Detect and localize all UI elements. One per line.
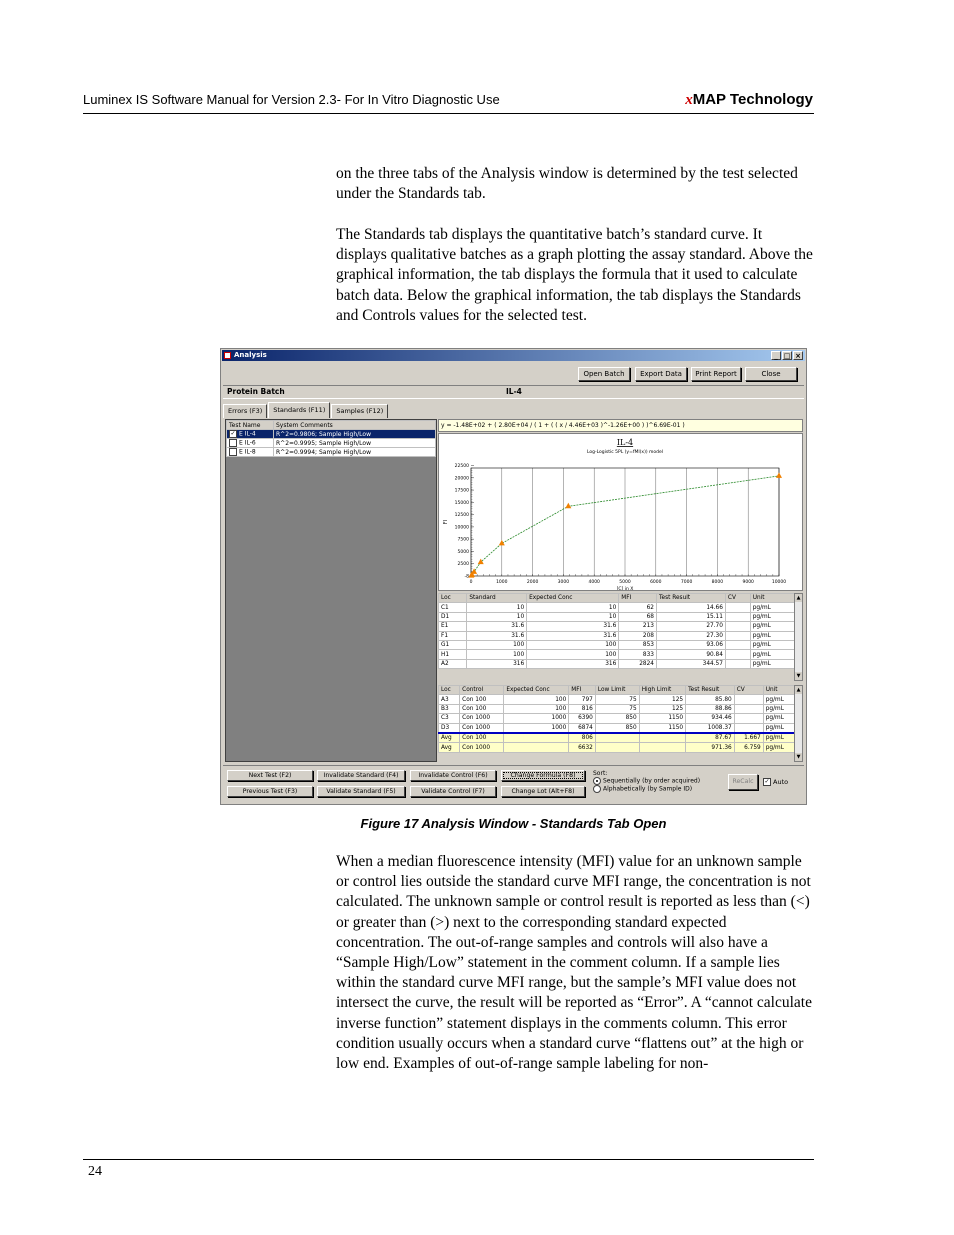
table-cell: 100	[467, 650, 527, 659]
controls-col-header[interactable]: Low Limit	[595, 686, 639, 695]
table-cell	[725, 640, 750, 649]
table-cell: B3	[439, 704, 460, 713]
test-list-pane	[225, 419, 437, 762]
brand-text: MAP Technology	[692, 91, 813, 108]
x-tick-label: 2000	[526, 580, 539, 585]
table-row[interactable]	[439, 695, 795, 704]
auto-checkbox[interactable]: ✓ Auto	[764, 778, 789, 786]
tab-samples[interactable]: Samples (F12)	[331, 404, 388, 418]
table-row[interactable]	[439, 723, 795, 733]
x-tick-label: 0	[469, 580, 473, 585]
table-row[interactable]	[439, 640, 795, 649]
table-cell: 100	[527, 650, 619, 659]
table-cell: D1	[439, 612, 467, 621]
scroll-up-icon[interactable]: ▲	[796, 595, 801, 601]
y-tick-label: 12500	[454, 513, 469, 519]
table-row[interactable]: ✓ E IL-4 R^2=0.9806; Sample High/Low	[227, 430, 436, 439]
controls-col-header[interactable]: Unit	[763, 686, 794, 695]
table-cell: 316	[527, 659, 619, 668]
x-tick-label: 8000	[711, 580, 724, 585]
table-row[interactable]	[439, 743, 795, 752]
table-cell: 316	[467, 659, 527, 668]
table-cell: 75	[595, 695, 639, 704]
table-cell: 125	[639, 695, 685, 704]
table-cell: 2824	[619, 659, 657, 668]
bottom-toolbar	[223, 765, 804, 803]
table-cell: E1	[439, 622, 467, 631]
table-cell: 1000	[504, 723, 569, 733]
table-cell: D3	[439, 723, 460, 733]
table-cell: 75	[595, 704, 639, 713]
table-cell	[725, 622, 750, 631]
table-cell: Con 1000	[460, 714, 504, 723]
y-tick-label: 17500	[454, 488, 469, 494]
table-cell: pg/mL	[750, 659, 794, 668]
toolbar	[223, 364, 804, 386]
invalidate-standard-button[interactable]: Invalidate Standard (F4)	[317, 770, 405, 781]
table-cell: 816	[569, 704, 596, 713]
table-cell: 850	[595, 723, 639, 733]
table-cell: 125	[639, 704, 685, 713]
table-row[interactable]	[439, 714, 795, 723]
next-test-button[interactable]: Next Test (F2)	[227, 770, 313, 781]
standards-col-header[interactable]: MFI	[619, 594, 657, 603]
radio-icon[interactable]	[593, 785, 601, 793]
x-tick-label: 5000	[619, 580, 631, 585]
controls-col-header[interactable]: MFI	[569, 686, 596, 695]
table-cell: 806	[569, 733, 596, 743]
y-tick-label: 10000	[454, 525, 469, 531]
standards-col-header[interactable]: Loc	[439, 594, 467, 603]
app-icon	[224, 352, 231, 359]
table-cell: 850	[595, 714, 639, 723]
chart-svg	[439, 434, 802, 590]
table-cell	[504, 733, 569, 743]
test-table	[226, 420, 436, 457]
controls-col-header[interactable]: Control	[460, 686, 504, 695]
table-cell: 93.06	[656, 640, 725, 649]
table-cell: 6874	[569, 723, 596, 733]
table-cell: pg/mL	[750, 622, 794, 631]
checkbox-checked-icon[interactable]: ✓	[230, 430, 236, 437]
minimize-icon[interactable]: _	[771, 351, 781, 360]
standards-col-header[interactable]: CV	[725, 594, 750, 603]
table-cell: 1150	[639, 723, 685, 733]
table-cell: pg/mL	[750, 612, 794, 621]
controls-col-header[interactable]: Test Result	[686, 686, 735, 695]
table-cell	[734, 714, 763, 723]
table-cell	[734, 704, 763, 713]
standards-col-header[interactable]: Standard	[467, 594, 527, 603]
chart-subtitle: Log-Logistic 5PL (y=fMI(x)) model	[586, 450, 664, 455]
table-cell: 100	[467, 640, 527, 649]
table-cell: 1008.37	[686, 723, 735, 733]
table-cell	[725, 650, 750, 659]
table-cell	[734, 695, 763, 704]
sort-group	[593, 770, 723, 800]
standards-col-header[interactable]: Test Result	[656, 594, 725, 603]
table-cell: 797	[569, 695, 596, 704]
controls-col-header[interactable]: Expected Conc	[504, 686, 569, 695]
radio-selected-icon[interactable]	[593, 777, 601, 785]
standard-curve-chart	[438, 433, 803, 591]
table-cell: 10	[467, 603, 527, 612]
checkbox-checked-icon[interactable]: ✓	[764, 778, 770, 785]
export-data-button[interactable]: Export Data	[635, 367, 687, 381]
window-titlebar	[222, 350, 805, 361]
table-cell	[504, 743, 569, 752]
table-cell: 344.57	[656, 659, 725, 668]
table-cell	[725, 659, 750, 668]
footer-rule	[83, 1159, 814, 1160]
table-cell: Con 1000	[460, 743, 504, 752]
table-cell: Avg	[439, 733, 460, 743]
standards-scrollbar[interactable]	[794, 593, 803, 681]
table-cell: Con 100	[460, 695, 504, 704]
x-axis-label: [C] in X	[616, 587, 634, 590]
table-cell: 100	[527, 640, 619, 649]
scroll-down-icon[interactable]: ▼	[796, 673, 801, 679]
controls-col-header[interactable]: CV	[734, 686, 763, 695]
table-cell	[734, 723, 763, 733]
standards-col-header[interactable]: Expected Conc	[527, 594, 619, 603]
table-cell: pg/mL	[763, 743, 794, 752]
previous-test-button[interactable]: Previous Test (F3)	[227, 786, 313, 797]
table-cell: pg/mL	[763, 704, 794, 713]
table-row[interactable]	[439, 603, 795, 612]
table-cell: 68	[619, 612, 657, 621]
table-cell: 62	[619, 603, 657, 612]
table-cell: Con 100	[460, 733, 504, 743]
table-cell: 88.86	[686, 704, 735, 713]
table-cell: 10	[527, 603, 619, 612]
validate-control-button[interactable]: Validate Control (F7)	[410, 786, 496, 797]
table-cell	[725, 603, 750, 612]
open-batch-button[interactable]: Open Batch	[578, 367, 630, 381]
table-cell: 1000	[504, 714, 569, 723]
formula-bar: y = -1.48E+02 + ( 2.80E+04 / ( 1 + ( ( x / 4.46E+03 )^-1.26E+00 ) )^6.69E-01 )	[438, 419, 803, 432]
table-cell: 31.6	[467, 622, 527, 631]
change-lot-button[interactable]: Change Lot (Alt+F8)	[501, 786, 585, 797]
table-row[interactable]: E IL-8 R^2=0.9994; Sample High/Low	[227, 448, 436, 457]
y-axis-label: FI	[443, 519, 449, 525]
header-rule	[83, 113, 814, 114]
batch-label: Protein Batch	[227, 387, 285, 396]
table-row[interactable]	[439, 659, 795, 668]
table-cell: 934.46	[686, 714, 735, 723]
table-cell: 213	[619, 622, 657, 631]
paragraph-2: The Standards tab displays the quantitative batch’s standard curve. It displays qualitative batches as a graph plotting the assay standard. Above the graphical information, the tab displays the formula that it used to calculate batch data. Below the graphical information, the tab displays the Standards and Controls values for the selected test.	[336, 226, 813, 324]
table-row[interactable]	[439, 704, 795, 713]
sort-sequential-option[interactable]: Sequentially (by order acquired)	[593, 777, 723, 785]
table-cell: 853	[619, 640, 657, 649]
y-tick-label: 5000	[457, 549, 469, 555]
controls-table	[438, 685, 795, 753]
invalidate-control-button[interactable]: Invalidate Control (F6)	[410, 770, 496, 781]
controls-scrollbar[interactable]	[794, 685, 803, 762]
table-cell: F1	[439, 631, 467, 640]
tab-standards[interactable]: Standards (F11)	[268, 402, 330, 418]
brand-x: x	[685, 92, 693, 108]
y-tick-label: 7500	[457, 537, 469, 543]
scroll-down-icon[interactable]: ▼	[796, 754, 801, 760]
y-tick-label: 2500	[457, 562, 469, 568]
table-cell: pg/mL	[763, 695, 794, 704]
table-row[interactable]	[439, 612, 795, 621]
table-cell: A2	[439, 659, 467, 668]
x-tick-label: 1000	[496, 580, 508, 585]
table-row[interactable]	[439, 650, 795, 659]
col-test-name: Test Name	[227, 421, 274, 430]
table-cell: 10	[467, 612, 527, 621]
test-label: IL-4	[506, 387, 522, 396]
table-cell: pg/mL	[763, 714, 794, 723]
table-cell: 971.36	[686, 743, 735, 752]
x-tick-label: 7000	[680, 580, 693, 585]
table-cell	[725, 631, 750, 640]
table-cell: pg/mL	[763, 733, 794, 743]
y-tick-label: 22500	[454, 464, 469, 470]
table-cell: 100	[504, 704, 569, 713]
y-tick-label: 15000	[454, 500, 469, 506]
table-cell: 208	[619, 631, 657, 640]
x-tick-label: 4000	[588, 580, 600, 585]
controls-col-header[interactable]: Loc	[439, 686, 460, 695]
table-cell: 10	[527, 612, 619, 621]
table-cell: A3	[439, 695, 460, 704]
table-cell: 31.6	[467, 631, 527, 640]
table-cell: 14.66	[656, 603, 725, 612]
table-cell: H1	[439, 650, 467, 659]
x-tick-label: 10000	[771, 580, 787, 585]
table-cell: pg/mL	[750, 640, 794, 649]
table-cell: 6390	[569, 714, 596, 723]
table-cell: 100	[504, 695, 569, 704]
brand-header	[685, 91, 813, 109]
paragraph-1: on the three tabs of the Analysis window is determined by the test selected under the Standards tab.	[336, 165, 798, 203]
table-cell: 31.6	[527, 622, 619, 631]
figure-caption: Figure 17 Analysis Window - Standards Tab Open	[360, 816, 667, 831]
table-row[interactable]	[439, 622, 795, 631]
checkbox-icon[interactable]	[229, 448, 237, 456]
col-system-comments: System Comments	[274, 421, 436, 430]
close-icon[interactable]: ×	[793, 351, 803, 360]
table-cell: Con 1000	[460, 723, 504, 733]
table-cell: pg/mL	[763, 723, 794, 733]
table-cell: G1	[439, 640, 467, 649]
batch-info-row	[223, 385, 804, 399]
close-button[interactable]: Close	[745, 367, 797, 381]
table-cell: 85.80	[686, 695, 735, 704]
table-row[interactable]	[439, 733, 795, 743]
sort-label: Sort:	[593, 770, 608, 777]
table-cell	[639, 743, 685, 752]
controls-col-header[interactable]: High Limit	[639, 686, 685, 695]
table-cell: 1150	[639, 714, 685, 723]
x-tick-label: 3000	[557, 580, 570, 585]
table-cell: 27.70	[656, 622, 725, 631]
window-title: Analysis	[234, 351, 267, 359]
sort-alphabetical-option[interactable]: Alphabetically (by Sample ID)	[593, 785, 723, 793]
standards-table	[438, 593, 795, 669]
x-tick-label: 9000	[742, 580, 754, 585]
page-number: 24	[88, 1164, 102, 1179]
table-cell: 90.84	[656, 650, 725, 659]
tab-errors[interactable]: Errors (F3)	[223, 404, 267, 418]
analysis-window	[220, 348, 807, 805]
table-cell: 27.30	[656, 631, 725, 640]
maximize-icon[interactable]: □	[783, 352, 791, 360]
x-tick-label: 6000	[650, 580, 662, 585]
table-cell: 87.67	[686, 733, 735, 743]
table-cell: 6.759	[734, 743, 763, 752]
change-formula-button[interactable]: Change Formula (F8)	[501, 770, 585, 781]
running-header: Luminex IS Software Manual for Version 2.3- For In Vitro Diagnostic Use	[83, 92, 500, 107]
y-tick-label: 20000	[454, 476, 469, 482]
table-cell: C3	[439, 714, 460, 723]
table-cell: C1	[439, 603, 467, 612]
paragraph-3: When a median fluorescence intensity (MFI) value for an unknown sample or control lies outside the standard curve MFI range, the concentration is not calculated. The unknown sample or control result is reported as less than (<) or greater than (>) next to the corresponding standard expected concentration. The out-of-range samples and controls will also have a “Sample High/Low” statement in the comment column. If a sample lies within the standard curve MFI range, but the sample’s MFI value does not intersect the curve, the result will be reported as “Error”. A “cannot calculate inverse function” statement displays in the comments column. This error condition usually occurs when a standard curve “flattens out” at the high or low end. Examples of out-of-range sample labeling for non-	[336, 853, 812, 1073]
tab-strip	[223, 404, 389, 418]
table-cell: 15.11	[656, 612, 725, 621]
recalc-button[interactable]: ReCalc	[728, 774, 758, 790]
checkbox-icon[interactable]	[229, 439, 237, 447]
table-cell	[595, 733, 639, 743]
table-cell: pg/mL	[750, 631, 794, 640]
table-cell: Avg	[439, 743, 460, 752]
table-cell: pg/mL	[750, 650, 794, 659]
validate-standard-button[interactable]: Validate Standard (F5)	[317, 786, 405, 797]
table-cell: 833	[619, 650, 657, 659]
table-cell: pg/mL	[750, 603, 794, 612]
standards-col-header[interactable]: Unit	[750, 594, 794, 603]
table-cell: 1.667	[734, 733, 763, 743]
y-tick-label: -8	[464, 574, 469, 580]
table-cell: 6632	[569, 743, 596, 752]
table-row[interactable]: E IL-6 R^2=0.9995; Sample High/Low	[227, 439, 436, 448]
table-cell	[639, 733, 685, 743]
print-report-button[interactable]: Print Report	[691, 367, 741, 381]
table-cell: 31.6	[527, 631, 619, 640]
scroll-up-icon[interactable]: ▲	[796, 687, 801, 693]
chart-title: IL-4	[616, 438, 634, 447]
table-cell	[595, 743, 639, 752]
table-cell: Con 100	[460, 704, 504, 713]
table-row[interactable]	[439, 631, 795, 640]
table-cell	[725, 612, 750, 621]
